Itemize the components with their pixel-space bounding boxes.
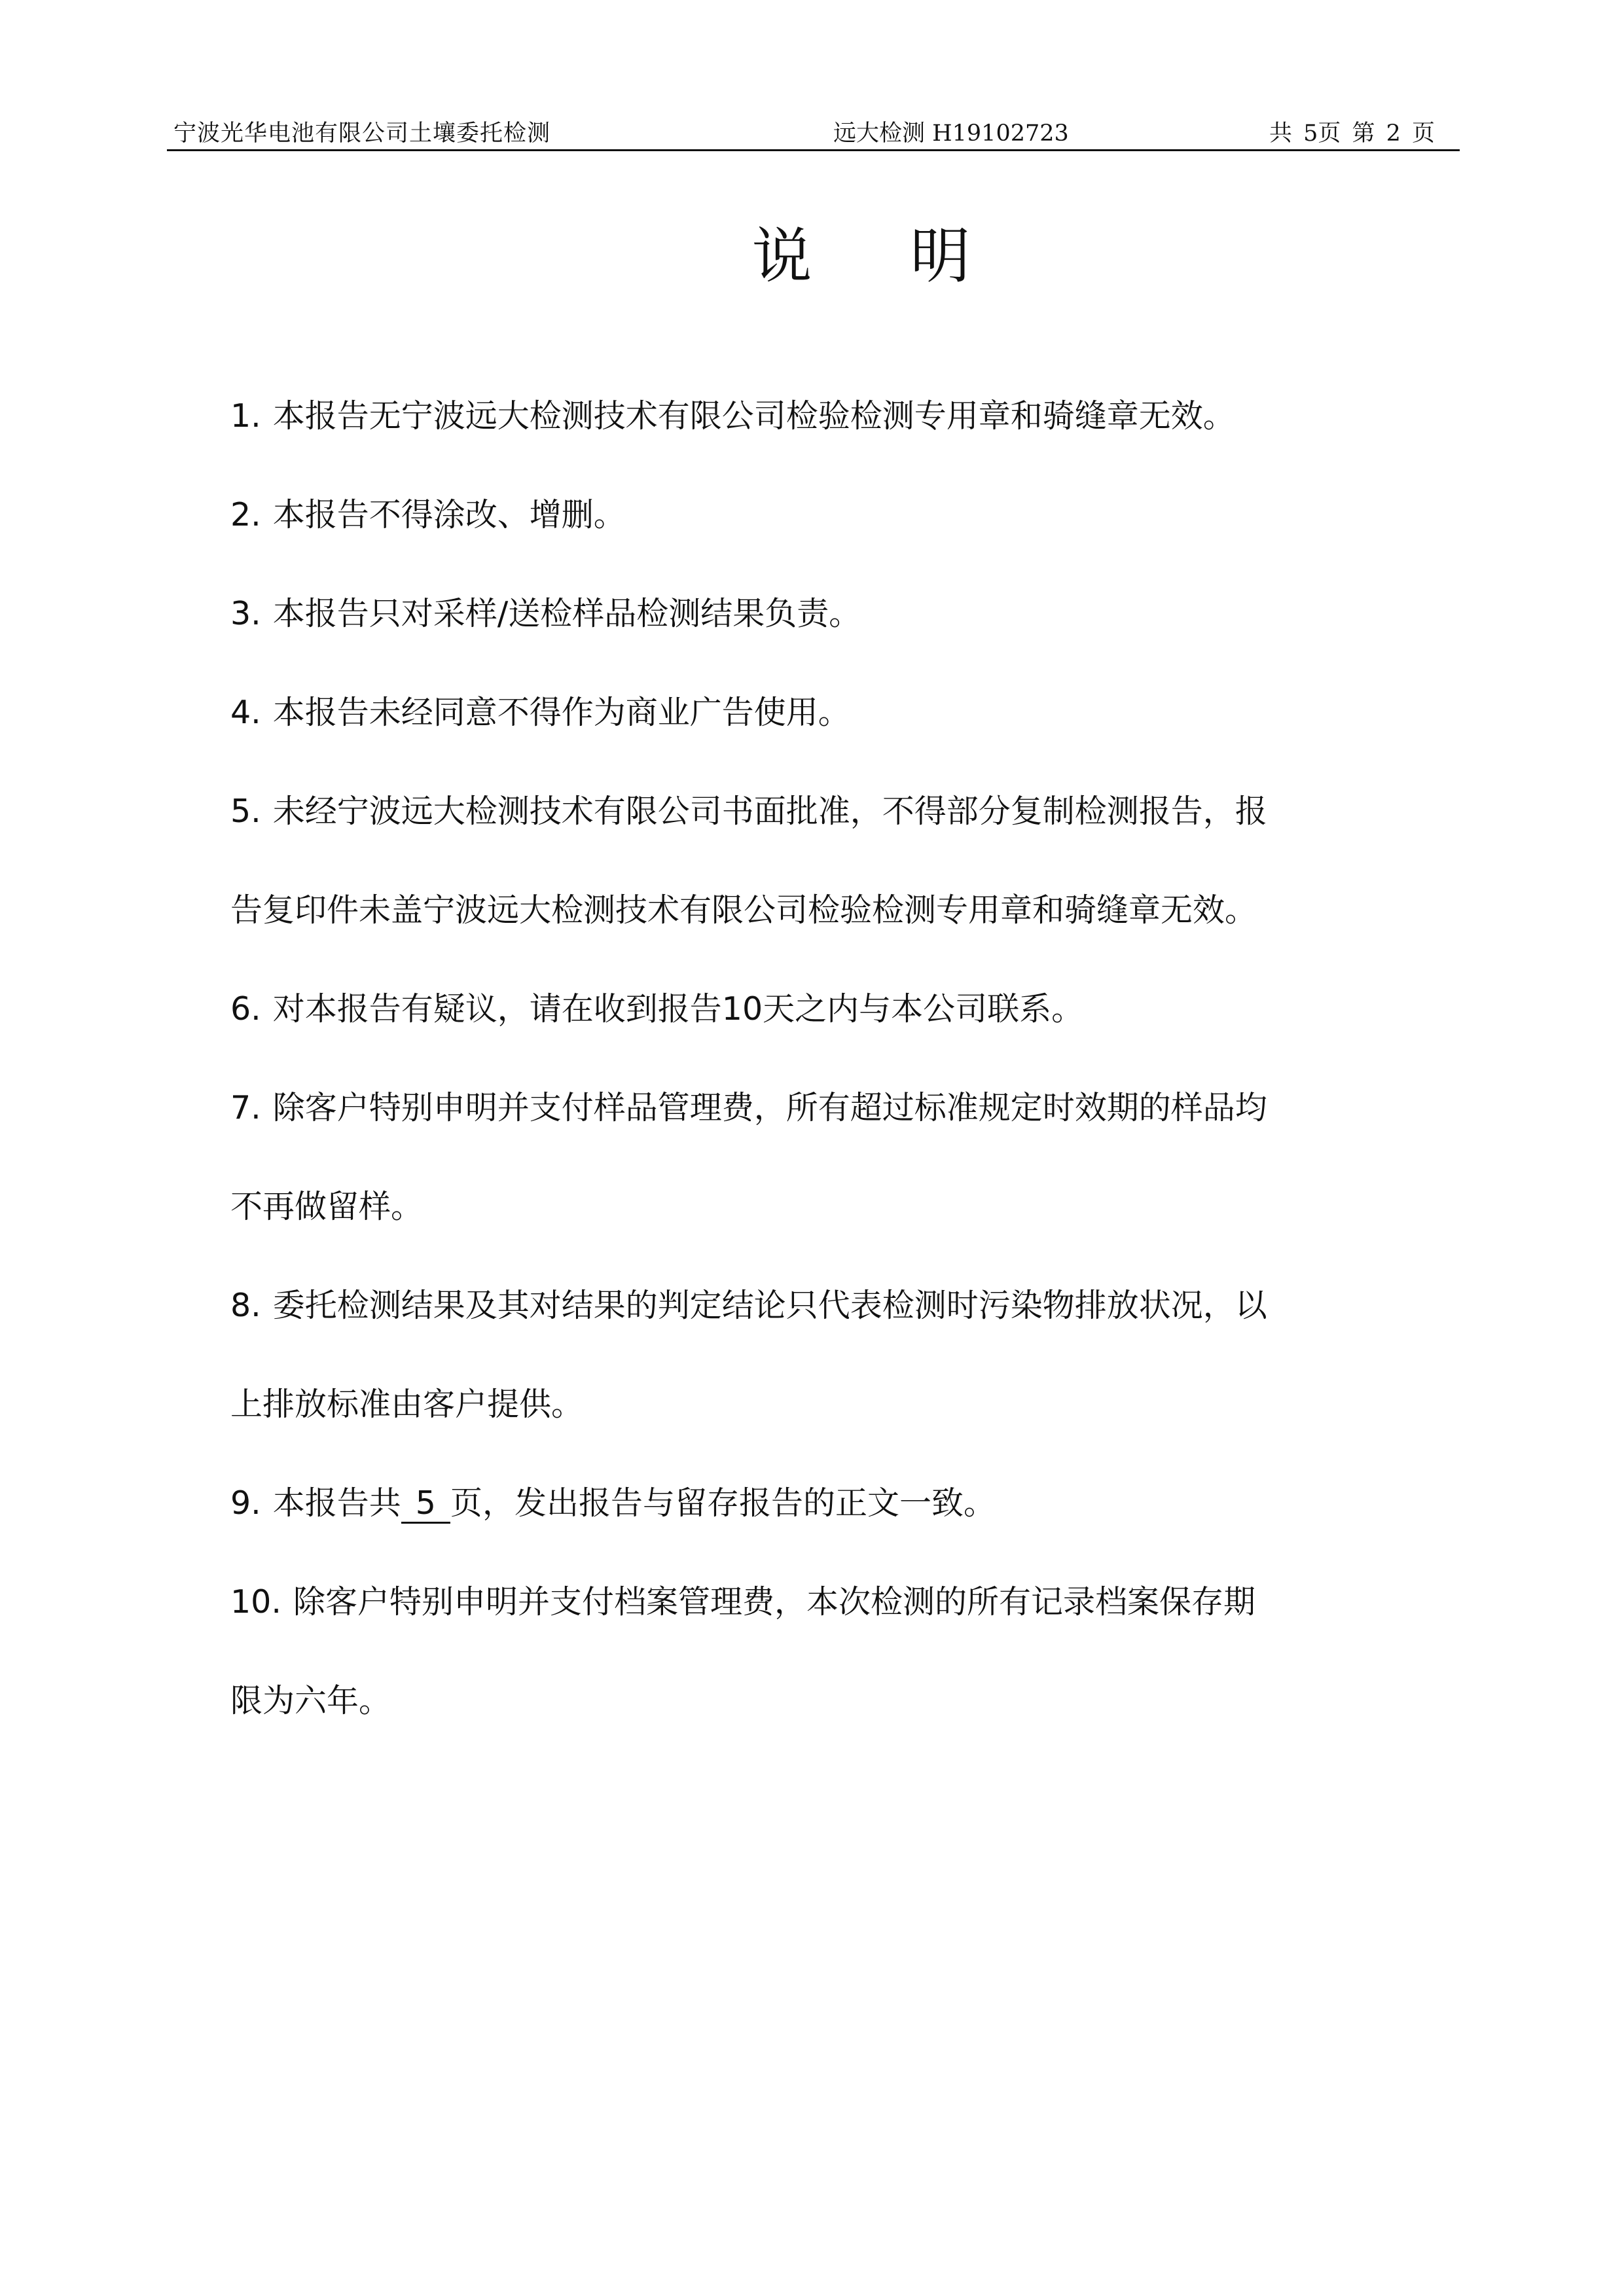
note-number: 2.: [230, 496, 261, 533]
note-text: 本报告不得涂改、增删。: [272, 496, 626, 533]
note-text: 不再做留样。: [230, 1188, 424, 1225]
note-number: 3.: [230, 595, 261, 632]
note-8: [230, 1256, 1461, 1355]
note-6: [230, 960, 1461, 1058]
note-text: 对本报告有疑议，请在收到报告10天之内与本公司联系。: [272, 990, 1084, 1028]
page-title: 说明: [751, 221, 1069, 291]
note-9: [230, 1454, 1461, 1552]
note-text: 未经宁波远大检测技术有限公司书面批准，不得部分复制检测报告，报: [272, 793, 1267, 830]
note-text-prefix: 本报告共: [272, 1484, 401, 1522]
note-number: 6.: [230, 990, 261, 1028]
note-5: [230, 762, 1461, 861]
note-text: 本报告只对采样/送检样品检测结果负责。: [272, 595, 861, 632]
note-text: 上排放标准由客户提供。: [230, 1386, 584, 1423]
note-7: [230, 1058, 1461, 1157]
header-page-count: 共 5页 第 2 页: [1269, 120, 1435, 147]
note-number: 10.: [230, 1583, 281, 1621]
note-2: [230, 465, 1461, 564]
note-text: 本报告未经同意不得作为商业广告使用。: [272, 694, 850, 731]
note-number: 8.: [230, 1287, 261, 1324]
note-10-continued: [230, 1651, 1461, 1750]
note-10: [230, 1552, 1461, 1651]
header-divider: [167, 149, 1460, 151]
note-8-continued: [230, 1355, 1461, 1454]
note-number: 1.: [230, 397, 261, 435]
note-1: [230, 367, 1461, 465]
header-report-subject: 宁波光华电池有限公司土壤委托检测: [173, 120, 551, 147]
note-7-continued: [230, 1157, 1461, 1256]
note-number: 9.: [230, 1484, 261, 1522]
note-text: 限为六年。: [230, 1682, 391, 1719]
note-text: 委托检测结果及其对结果的判定结论只代表检测时污染物排放状况，以: [272, 1287, 1267, 1324]
note-text: 告复印件未盖宁波远大检测技术有限公司检验检测专用章和骑缝章无效。: [230, 891, 1257, 929]
note-text: 除客户特别申明并支付档案管理费，本次检测的所有记录档案保存期: [293, 1583, 1255, 1621]
note-text: 除客户特别申明并支付样品管理费，所有超过标准规定时效期的样品均: [272, 1089, 1267, 1126]
note-4: [230, 663, 1461, 762]
note-3: [230, 564, 1461, 663]
note-number: 7.: [230, 1089, 261, 1126]
note-number: 4.: [230, 694, 261, 731]
note-text: 本报告无宁波远大检测技术有限公司检验检测专用章和骑缝章无效。: [272, 397, 1235, 435]
note-number: 5.: [230, 793, 261, 830]
note-5-continued: [230, 861, 1461, 960]
page-header: [167, 111, 1460, 152]
header-report-number: 远大检测 H19102723: [833, 120, 1069, 147]
note-text-suffix: 页，发出报告与留存报告的正文一致。: [450, 1484, 996, 1522]
notes-list: [230, 367, 1461, 1750]
page-count-value: 5: [401, 1485, 450, 1524]
